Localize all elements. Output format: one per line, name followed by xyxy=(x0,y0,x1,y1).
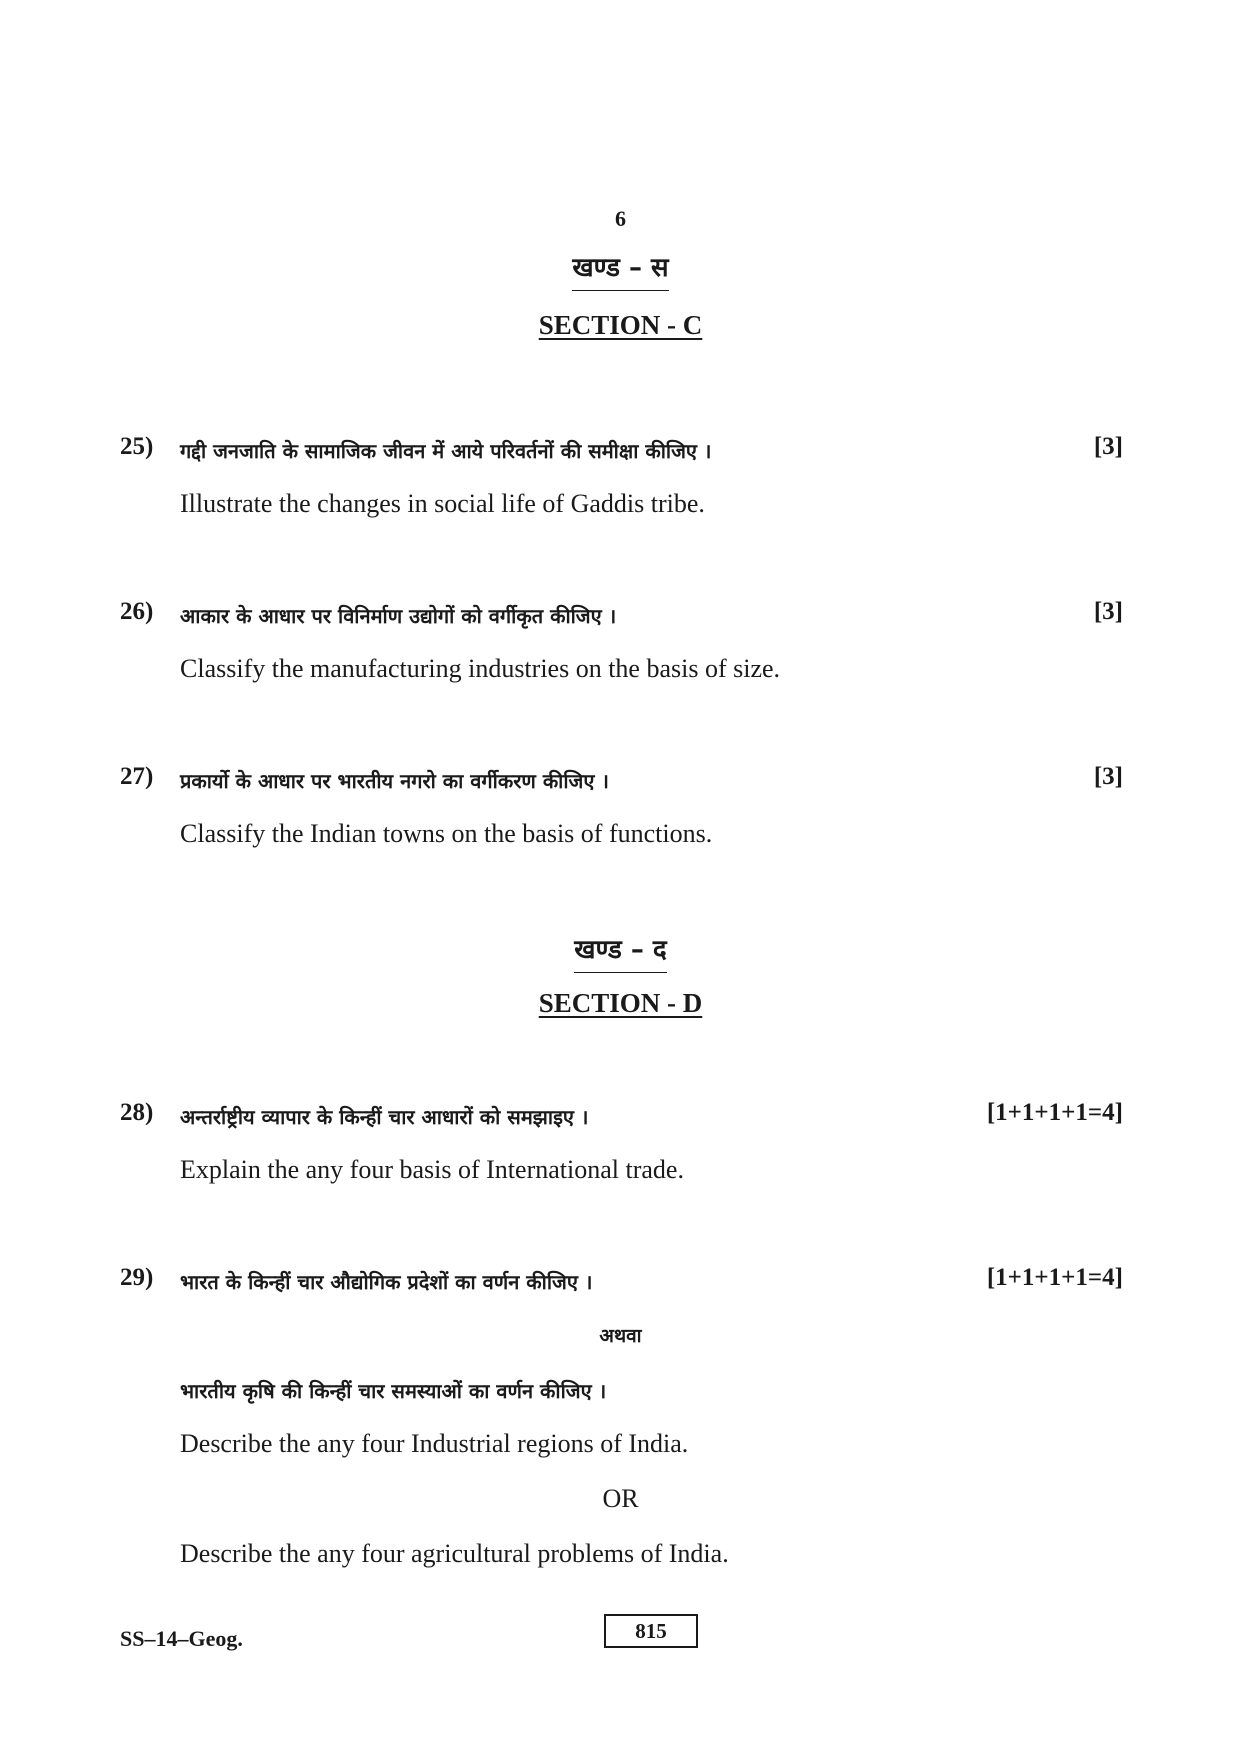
question-marks: [1+1+1+1=4] xyxy=(986,1264,1123,1291)
question-number: 27) xyxy=(120,763,154,790)
question-marks: [3] xyxy=(1093,598,1123,625)
question-number: 28) xyxy=(120,1099,154,1126)
question-hindi-text: भारत के किन्हीं चार औद्योगिक प्रदेशों का वर्णन कीजिए । xyxy=(180,1270,593,1294)
question-hindi-text: अन्तर्राष्ट्रीय व्यापार के किन्हीं चार आधारों को समझाइए । xyxy=(180,1105,589,1129)
or-hindi: अथवा xyxy=(599,1325,642,1347)
question-hindi-text: प्रकार्यो के आधार पर भारतीय नगरो का वर्गीकरण कीजिए । xyxy=(180,769,609,793)
page-number: 6 xyxy=(615,206,626,231)
question-hindi-alt-text: भारतीय कृषि की किन्हीं चार समस्याओं का वर्णन कीजिए । xyxy=(180,1379,607,1403)
section-c-hindi-title xyxy=(0,248,1241,291)
or-english: OR xyxy=(602,1484,639,1513)
question-number: 26) xyxy=(120,598,154,625)
paper-code: SS–14–Geog. xyxy=(120,1626,243,1651)
question-english-text: Illustrate the changes in social life of Gaddis tribe. xyxy=(180,489,705,518)
question-english-text: Describe the any four Industrial regions of India. xyxy=(180,1429,689,1458)
question-hindi-text: आकार के आधार पर विनिर्माण उद्योगों को वर्गीकृत कीजिए । xyxy=(180,604,617,628)
question-number: 25) xyxy=(120,433,154,460)
section-d-hindi-title xyxy=(0,930,1241,973)
question-number: 29) xyxy=(120,1264,154,1291)
question-hindi-text: गद्दी जनजाति के सामाजिक जीवन में आये परिवर्तनों की समीक्षा कीजिए । xyxy=(180,439,712,463)
question-english-text: Classify the Indian towns on the basis of functions. xyxy=(180,819,713,848)
question-english-text: Classify the manufacturing industries on the basis of size. xyxy=(180,654,781,683)
question-marks: [3] xyxy=(1093,763,1123,790)
paper-number-box: 815 xyxy=(604,1614,698,1648)
section-c-hindi-title-text: खण्ड – स xyxy=(572,248,668,291)
question-marks: [3] xyxy=(1093,433,1123,460)
section-d-english-title: SECTION - D xyxy=(538,988,703,1018)
question-marks: [1+1+1+1=4] xyxy=(986,1099,1123,1126)
section-d-hindi-title-text: खण्ड – द xyxy=(574,930,666,973)
question-english-text: Explain the any four basis of International trade. xyxy=(180,1155,684,1184)
section-c-english-title: SECTION - C xyxy=(538,310,703,340)
question-english-alt-text: Describe the any four agricultural problems of India. xyxy=(180,1539,729,1568)
